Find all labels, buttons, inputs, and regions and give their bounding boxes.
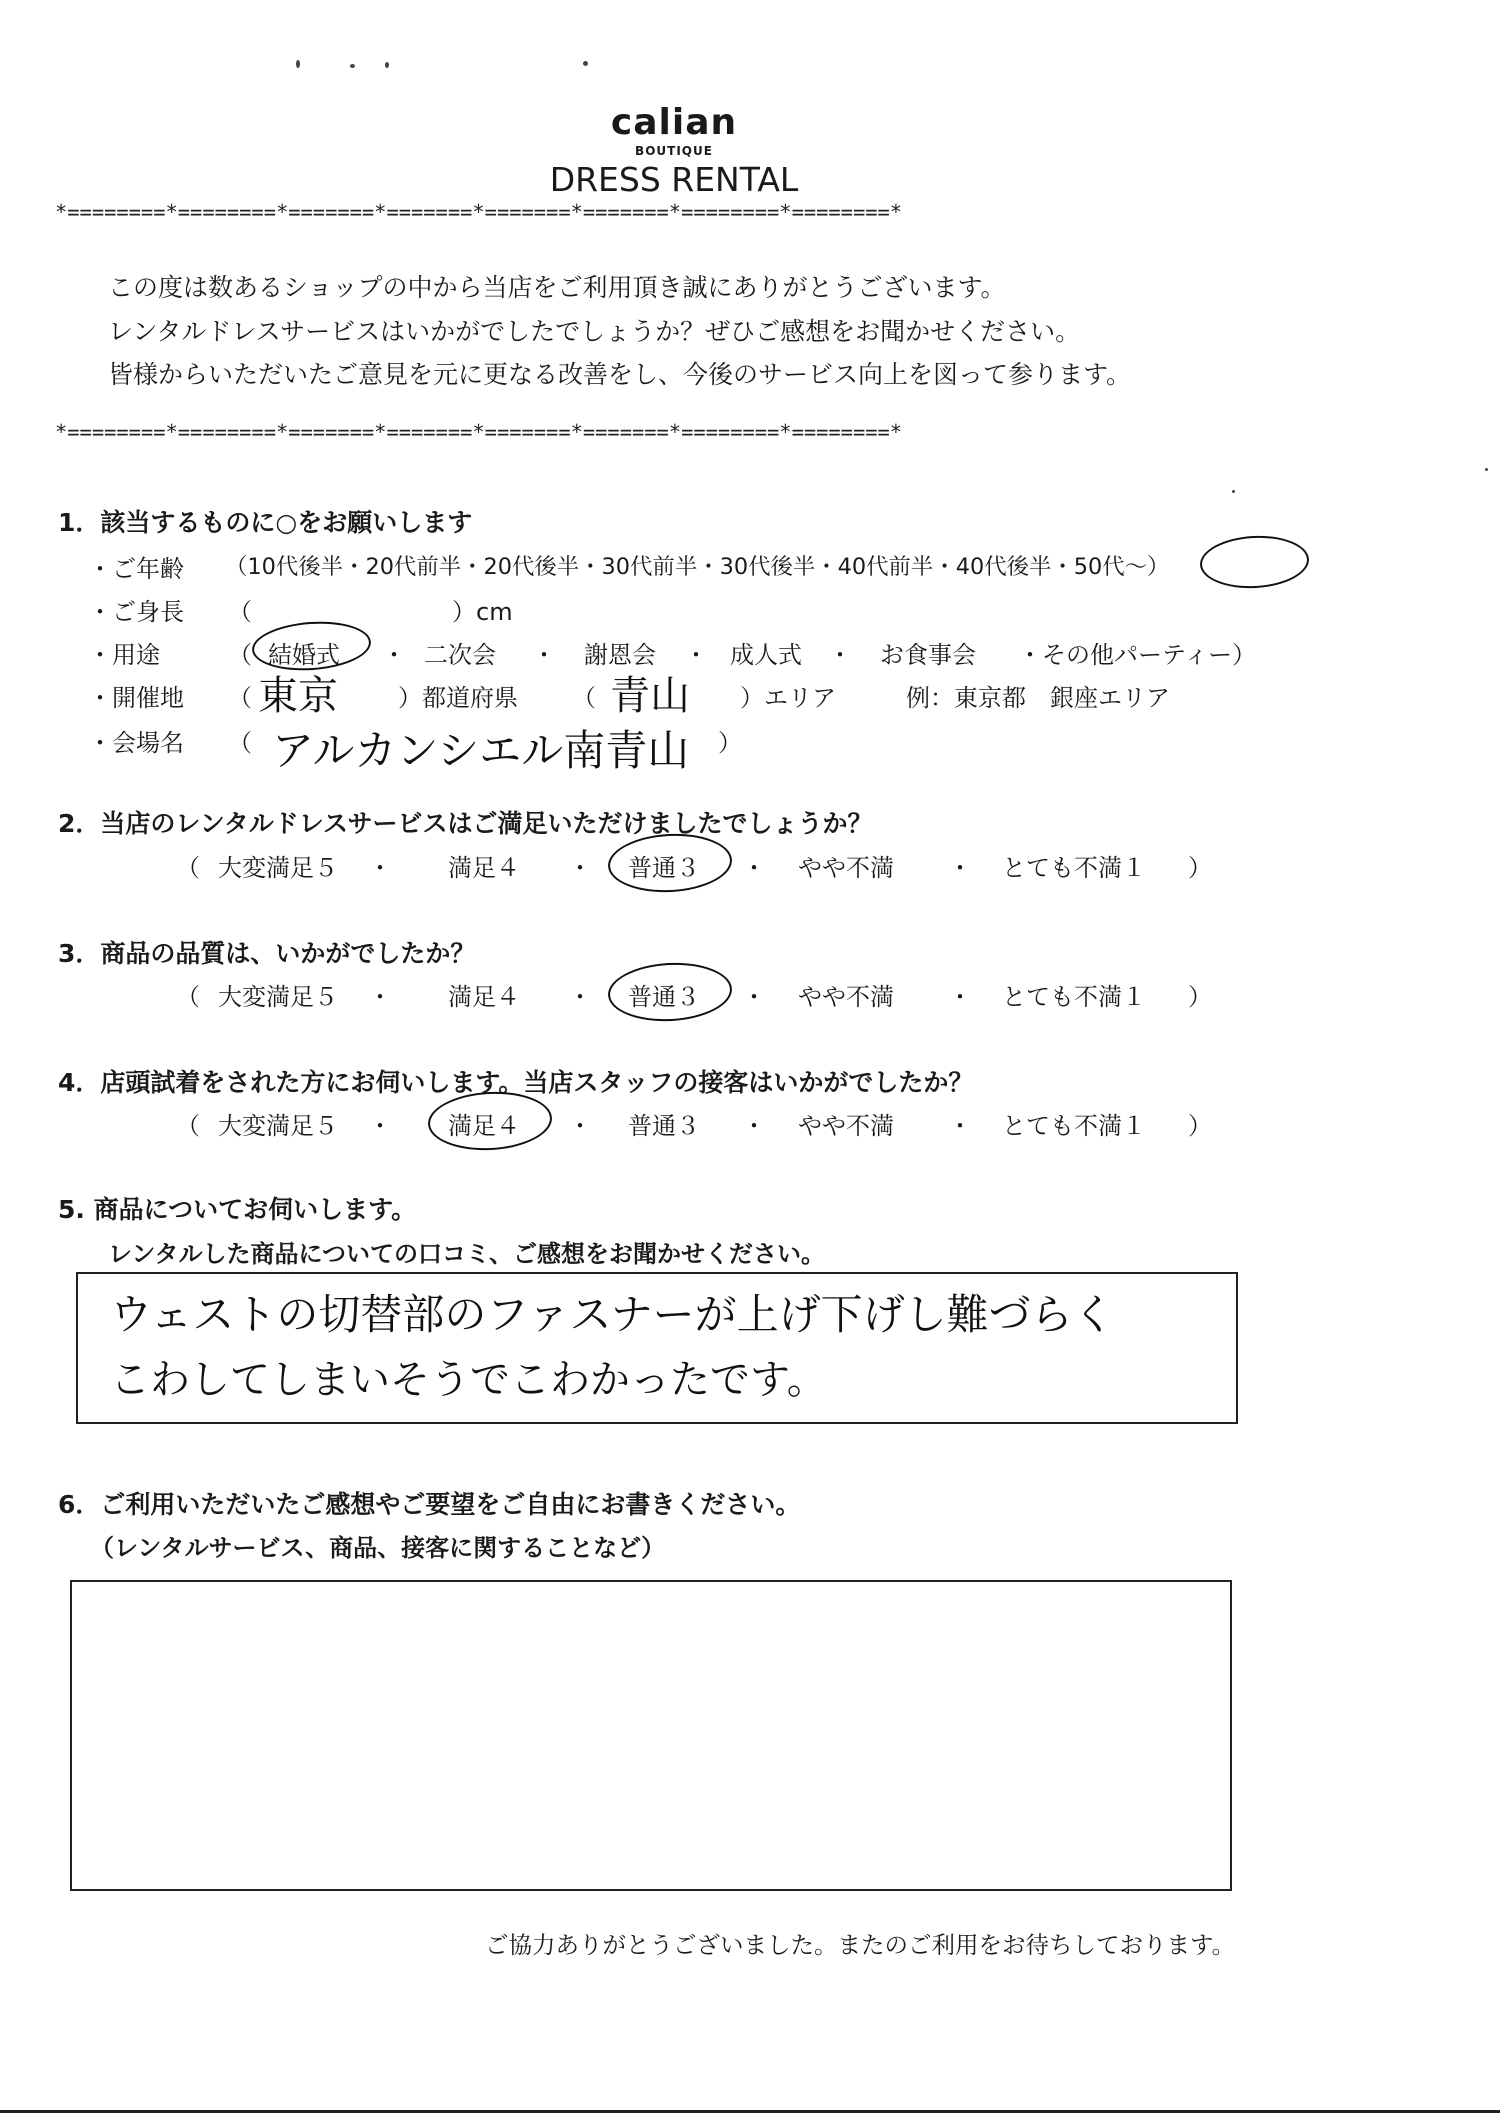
q3-separator: ・ <box>948 983 972 1011</box>
purpose-separator: ・ <box>828 641 852 669</box>
q4-option: 満足４ <box>448 1112 520 1140</box>
divider-top: *========*========*=======*=======*=======*=======*========*========* <box>55 200 903 224</box>
area-handwritten: 青山 <box>610 673 690 719</box>
q4-separator: ・ <box>568 1112 592 1140</box>
age-label: ・ご年齢 <box>88 555 184 583</box>
height-label: ・ご身長 <box>88 598 184 626</box>
q3-separator: （ <box>176 983 200 1011</box>
q3-option: とても不満１ <box>1002 983 1146 1011</box>
q4-option: やや不満 <box>798 1112 894 1140</box>
brand-subtitle: BOUTIQUE <box>635 144 713 158</box>
venue-name-label: ・会場名 <box>88 729 184 757</box>
q2-option: 満足４ <box>448 854 520 882</box>
brand-logo: calian <box>610 102 738 143</box>
q2-separator: ・ <box>568 854 592 882</box>
q3-separator: ・ <box>568 983 592 1011</box>
q6-heading: 6．ご利用いただいたご感想やご要望をご自由にお書きください。 <box>58 1490 801 1519</box>
divider-bottom: *========*========*=======*=======*=======*=======*========*========* <box>55 420 903 444</box>
purpose-separator: ・ <box>684 641 708 669</box>
age-selected-circle <box>1199 533 1311 591</box>
q3-separator: ・ <box>368 983 392 1011</box>
q2-separator: （ <box>176 854 200 882</box>
q2-selected-circle <box>607 831 734 895</box>
q2-separator: ・ <box>742 854 766 882</box>
q4-separator: ） <box>1188 1112 1212 1140</box>
purpose-option-other: ・その他パーティー） <box>1018 641 1257 669</box>
venue-name-handwritten: アルカンシエル南青山 <box>272 726 690 775</box>
q6-answer-box <box>70 1580 1232 1891</box>
footer-thanks: ご協力ありがとうございました。またのご利用をお待ちしております。 <box>485 1931 1236 1959</box>
q2-option: 大変満足５ <box>218 854 338 882</box>
venue-area-label: ・開催地 <box>88 684 184 712</box>
q5-answer-line-1: ウェストの切替部のファスナーが上げ下げし難づらく <box>110 1290 1115 1339</box>
q2-option: 普通３ <box>628 854 700 882</box>
q3-separator: ） <box>1188 983 1212 1011</box>
purpose-option: 結婚式 <box>268 641 340 669</box>
purpose-open-paren: （ <box>228 641 252 669</box>
q2-separator: ） <box>1188 854 1212 882</box>
scan-speck <box>296 60 300 68</box>
page-title: DRESS RENTAL <box>549 160 799 199</box>
scan-speck <box>385 62 389 68</box>
area-example: 例：東京都 銀座エリア <box>906 684 1170 712</box>
height-unit: ）cm <box>452 598 513 626</box>
q3-option: 普通３ <box>628 983 700 1011</box>
q4-separator: ・ <box>948 1112 972 1140</box>
venue-name-close-paren: ） <box>718 729 742 757</box>
q3-separator: ・ <box>742 983 766 1011</box>
q5-subheading: レンタルした商品についての口コミ、ご感想をお聞かせください。 <box>108 1240 825 1268</box>
purpose-separator: ・ <box>532 641 556 669</box>
q5-heading: 5. 商品についてお伺いします。 <box>58 1195 417 1224</box>
q1-heading: 1．該当するものに○をお願いします <box>58 508 473 537</box>
prefecture-handwritten: 東京 <box>258 673 338 719</box>
q4-option: 普通３ <box>628 1112 700 1140</box>
prefecture-open-paren: （ <box>228 684 252 712</box>
q2-separator: ・ <box>368 854 392 882</box>
intro-line-3: 皆様からいただいたご意見を元に更なる改善をし、今後のサービス向上を図って参ります。 <box>108 360 1132 389</box>
q2-separator: ・ <box>948 854 972 882</box>
prefecture-suffix: ）都道府県 <box>398 684 518 712</box>
q3-selected-circle <box>607 960 734 1024</box>
purpose-option: 二次会 <box>424 641 496 669</box>
q6-subheading: （レンタルサービス、商品、接客に関することなど） <box>90 1534 666 1562</box>
scan-speck <box>583 61 588 66</box>
height-open-paren: （ <box>228 598 252 626</box>
scan-speck <box>350 64 355 68</box>
area-suffix: ）エリア <box>740 684 836 712</box>
q4-option: 大変満足５ <box>218 1112 338 1140</box>
purpose-option: 成人式 <box>730 641 802 669</box>
scan-speck <box>1232 490 1235 493</box>
purpose-option: お食事会 <box>880 641 976 669</box>
q3-heading: 3．商品の品質は、いかがでしたか？ <box>58 939 476 968</box>
age-options: （10代後半・20代前半・20代後半・30代前半・30代後半・40代前半・40代後半・50代～） <box>225 554 1170 580</box>
q3-option: 大変満足５ <box>218 983 338 1011</box>
area-open-paren: （ <box>572 684 596 712</box>
purpose-label: ・用途 <box>88 641 160 669</box>
purpose-option: 謝恩会 <box>584 641 656 669</box>
q3-option: 満足４ <box>448 983 520 1011</box>
intro-line-1: この度は数あるショップの中から当店をご利用頂き誠にありがとうございます。 <box>108 273 1006 302</box>
purpose-separator: ・ <box>382 641 406 669</box>
q2-heading: 2．当店のレンタルドレスサービスはご満足いただけましたでしょうか？ <box>58 809 873 838</box>
q2-option: とても不満１ <box>1002 854 1146 882</box>
q4-separator: （ <box>176 1112 200 1140</box>
venue-name-open-paren: （ <box>228 729 252 757</box>
q4-separator: ・ <box>742 1112 766 1140</box>
intro-line-2: レンタルドレスサービスはいかがでしたでしょうか？ぜひご感想をお聞かせください。 <box>108 317 1081 346</box>
q5-answer-line-2: こわしてしまいそうでこわかったです。 <box>110 1357 827 1403</box>
q4-separator: ・ <box>368 1112 392 1140</box>
q4-heading: 4．店頭試着をされた方にお伺いします。当店スタッフの接客はいかがでしたか？ <box>58 1068 974 1097</box>
q4-option: とても不満１ <box>1002 1112 1146 1140</box>
q3-option: やや不満 <box>798 983 894 1011</box>
q2-option: やや不満 <box>798 854 894 882</box>
bottom-rule <box>0 2110 1500 2113</box>
scan-speck <box>1485 468 1488 471</box>
